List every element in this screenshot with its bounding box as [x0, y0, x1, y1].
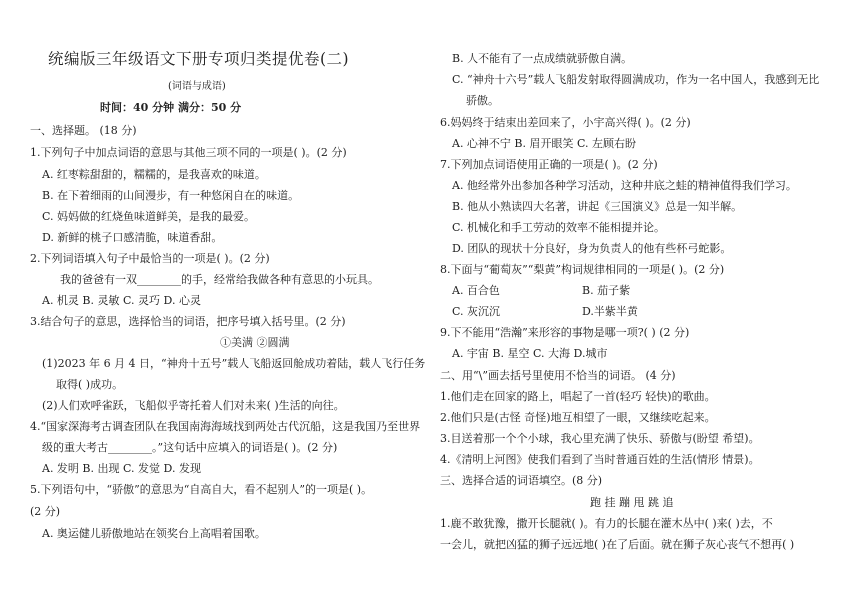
right-text-line: C. “神舟十六号”载人飞船发射取得圆满成功，作为一名中国人，我感到无比 [452, 73, 820, 86]
right-text-line: 1.他们走在回家的路上，唱起了一首(轻巧 轻快)的歌曲。 [440, 390, 716, 403]
right-text-line: 8.下面与“葡萄灰”“梨黄”构词规律相同的一项是( )。(2 分) [440, 263, 725, 276]
right-text-line: D.半紫半黄 [582, 305, 638, 318]
right-text-line: 骄傲。 [466, 94, 499, 107]
left-text-line: A. 发明 B. 出现 C. 发觉 D. 发现 [42, 462, 201, 475]
right-text-line: 9.下不能用“浩瀚”来形容的事物是哪一项?( ) (2 分) [440, 326, 690, 339]
right-text-line: B. 他从小熟读四大名著，讲起《三国演义》总是一知半解。 [452, 200, 743, 213]
right-text-line: 一会儿，就把凶猛的狮子远远地( )在了后面。就在狮子灰心丧气不想再( ) [440, 538, 795, 551]
right-text-line: 1.鹿不敢犹豫，撒开长腿就( )。有力的长腿在灌木丛中( )来( )去，不 [440, 517, 773, 530]
right-text-line: C. 灰沉沉 [452, 305, 501, 318]
left-text-line: 我的爸爸有一双________的手，经常给我做各种有意思的小玩具。 [60, 273, 379, 286]
left-text-line: A. 奥运健儿骄傲地站在领奖台上高唱着国歌。 [42, 527, 266, 540]
left-text-line: (2 分) [30, 505, 61, 518]
left-text-line: 5.下列语句中，“骄傲”的意思为“自高自大，看不起别人”的一项是( )。 [30, 483, 373, 496]
left-text-line: (2)人们欢呼雀跃，飞船似乎寄托着人们对未来( )生活的向往。 [42, 399, 345, 412]
left-text-line: 取得( )成功。 [56, 378, 124, 391]
left-text-line: C. 妈妈做的红烧鱼味道鲜美，是我的最爱。 [42, 210, 256, 223]
left-text-line: 4.“国家深海考古调查团队在我国南海海域找到两处古代沉船，这是我国乃至世界 [30, 420, 421, 433]
right-text-line: B. 茄子紫 [582, 284, 631, 297]
left-text-line: (1)2023 年 6 月 4 日，“神舟十五号”载人飞船返回舱成功着陆，载人飞行任务 [42, 357, 426, 370]
right-text-line: A. 他经常外出参加各种学习活动，这种井底之蛙的精神值得我们学习。 [452, 179, 797, 192]
left-text-line: 1.下列句子中加点词语的意思与其他三项不同的一项是( )。(2 分) [30, 146, 347, 159]
right-text-line: 跑 挂 蹦 甩 跳 追 [590, 496, 674, 509]
left-text-line: 级的重大考古________。”这句话中应填入的词语是( )。(2 分) [42, 441, 338, 454]
right-text-line: 2.他们只是(古怪 奇怪)地互相望了一眼，又继续吃起来。 [440, 411, 716, 424]
right-text-line: A. 宇宙 B. 星空 C. 大海 D.城市 [452, 347, 608, 360]
left-text-line: 一、选择题。 (18 分) [30, 124, 137, 137]
right-text-line: 三、选择合适的词语填空。(8 分) [440, 474, 603, 487]
left-text-line: A. 红枣粽甜甜的，糯糯的，是我喜欢的味道。 [42, 168, 266, 181]
right-text-line: A. 心神不宁 B. 眉开眼笑 C. 左顾右盼 [452, 137, 637, 150]
right-text-line: A. 百合色 [452, 284, 500, 297]
right-text-line: 4.《清明上河图》使我们看到了当时普通百姓的生活(情形 情景)。 [440, 453, 760, 466]
exam-meta: 时间：40 分钟 满分：50 分 [100, 101, 242, 114]
right-text-line: B. 人不能有了一点成绩就骄傲自满。 [452, 52, 633, 65]
right-text-line: 6.妈妈终于结束出差回来了，小宇高兴得( )。(2 分) [440, 116, 691, 129]
right-text-line: 3.目送着那一个个小球，我心里充满了快乐、骄傲与(盼望 希望)。 [440, 432, 760, 445]
page-subtitle: (词语与成语) [168, 81, 226, 92]
right-text-line: C. 机械化和手工劳动的效率不能相提并论。 [452, 221, 666, 234]
right-text-line: D. 团队的现状十分良好，身为负责人的他有些杯弓蛇影。 [452, 242, 732, 255]
right-text-line: 7.下列加点词语使用正确的一项是( )。(2 分) [440, 158, 658, 171]
page-title: 统编版三年级语文下册专项归类提优卷(二) [48, 50, 350, 68]
right-text-line: 二、用“\”画去括号里使用不恰当的词语。 (4 分) [440, 369, 676, 382]
left-text-line: 3.结合句子的意思，选择恰当的词语，把序号填入括号里。(2 分) [30, 315, 346, 328]
left-text-line: 2.下列词语填入句子中最恰当的一项是( )。(2 分) [30, 252, 270, 265]
left-text-line: D. 新鲜的桃子口感清脆，味道香甜。 [42, 231, 223, 244]
left-text-line: A. 机灵 B. 灵敏 C. 灵巧 D. 心灵 [42, 294, 201, 307]
left-text-line: B. 在下着细雨的山间漫步，有一种悠闲自在的味道。 [42, 189, 300, 202]
left-text-line: ①美满 ②圆满 [220, 336, 290, 349]
